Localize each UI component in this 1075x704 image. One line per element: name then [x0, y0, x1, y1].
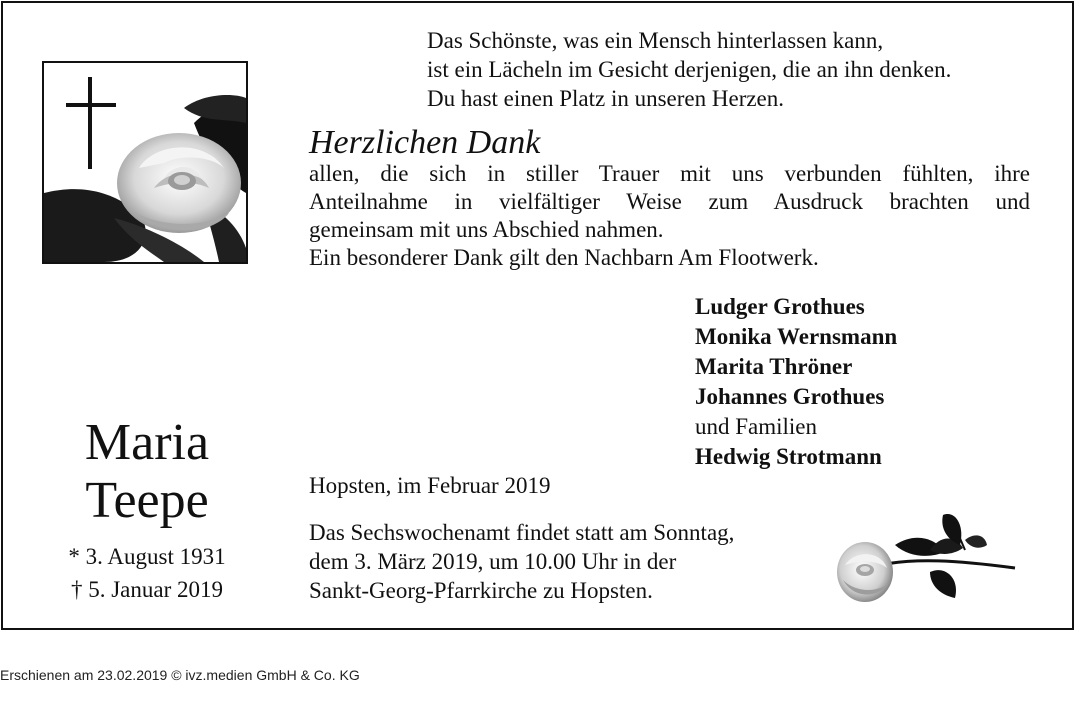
quote-line: ist ein Lächeln im Gesicht derjenigen, die an ihn denken. — [427, 57, 952, 82]
quote-line: Das Schönste, was ein Mensch hinterlassen kann, — [427, 28, 884, 53]
cross-rose-image — [42, 61, 248, 264]
publication-footer: Erschienen am 23.02.2019 © ivz.medien GmbH & Co. KG — [0, 667, 360, 683]
signer-name: Monika Wernsmann — [695, 324, 898, 349]
service-info — [309, 518, 734, 605]
service-line: Sankt-Georg-Pfarrkirche zu Hopsten. — [309, 578, 653, 603]
quote-line: Du hast einen Platz in unseren Herzen. — [427, 86, 785, 111]
signer-name: Johannes Grothues — [695, 384, 885, 409]
life-dates — [22, 540, 272, 606]
deceased-name — [22, 414, 272, 530]
thanks-line: Ein besonderer Dank gilt den Nachbarn Am Flootwerk. — [309, 245, 819, 270]
signers-list — [695, 292, 897, 472]
signer-name: Hedwig Strotmann — [695, 444, 882, 469]
last-name: Teepe — [85, 472, 209, 529]
signer-name: und Familien — [695, 414, 818, 439]
rose-image — [835, 510, 1020, 608]
quote — [427, 26, 1047, 113]
service-line: dem 3. März 2019, um 10.00 Uhr in der — [309, 549, 677, 574]
birth-date: * 3. August 1931 — [68, 544, 226, 569]
first-name: Maria — [84, 414, 210, 471]
thanks-line: Anteilnahme in vielfältiger Weise zum Ausdruck brachten und — [309, 189, 1030, 214]
rose-icon — [835, 510, 1020, 608]
cross-and-rose-icon — [44, 63, 246, 262]
thanks-paragraph — [309, 160, 1030, 272]
place-date: Hopsten, im Februar 2019 — [309, 473, 551, 498]
signer-name: Ludger Grothues — [695, 294, 865, 319]
thanks-line: allen, die sich in stiller Trauer mit uns verbunden fühlten, ihre — [309, 161, 1030, 186]
service-line: Das Sechswochenamt findet statt am Sonntag, — [309, 520, 735, 545]
death-date: † 5. Januar 2019 — [70, 577, 224, 602]
thanks-heading: Herzlichen Dank — [309, 124, 541, 161]
thanks-line: gemeinsam mit uns Abschied nahmen. — [309, 217, 664, 242]
signer-name: Marita Thröner — [695, 354, 853, 379]
